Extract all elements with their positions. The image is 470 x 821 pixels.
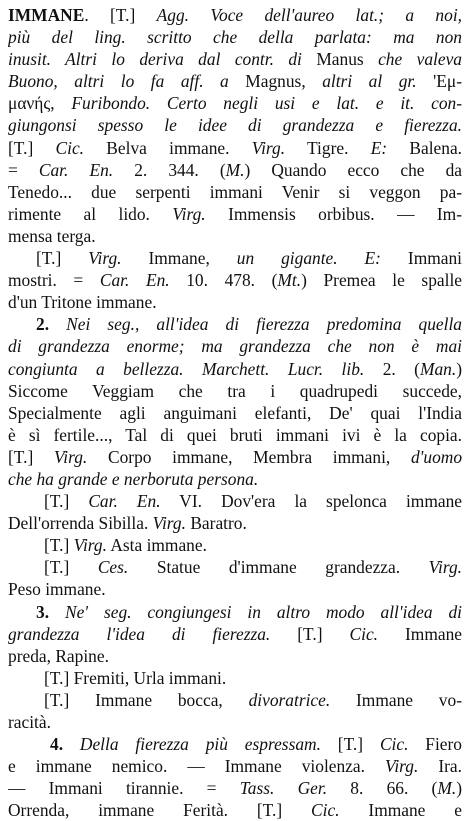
text-run: Tenedo... due serpenti immani Venir si veggon pa- [8, 181, 462, 202]
text-line [8, 70, 462, 92]
italic-text: Virg. [251, 137, 286, 158]
text-run: Ira. [418, 756, 462, 777]
text-line [8, 291, 462, 313]
text-run: Orrenda, immane Ferità. [T.] [8, 800, 312, 821]
text-run: 2. ( [364, 358, 420, 379]
text-line [8, 159, 462, 181]
text-run: [T.] [36, 248, 89, 269]
text-line [8, 799, 462, 821]
italic-text: d'uomo [410, 446, 462, 467]
text-run: [T.] [44, 491, 89, 512]
text-line [8, 601, 462, 623]
text-line [8, 335, 462, 357]
text-run: Immane [378, 623, 462, 644]
text-run: racità. [8, 712, 51, 732]
italic-text: Mt. [277, 270, 302, 291]
italic-text: Virg. [53, 446, 88, 467]
text-run: Immane vo- [330, 689, 462, 710]
text-line [8, 667, 462, 689]
text-run: μανής, [8, 93, 72, 114]
italic-text: M. [437, 778, 457, 799]
text-line [8, 247, 462, 269]
italic-text: Virg. [172, 203, 206, 224]
text-run: Baratro. [185, 513, 247, 534]
text-run: Magnus, [245, 71, 323, 92]
text-line [8, 26, 462, 48]
text-run: 'Εμ- [433, 71, 462, 92]
text-line [8, 203, 462, 225]
italic-text: Car. En. [38, 159, 114, 180]
dictionary-entry-immane [8, 4, 462, 821]
text-run: [T.] [44, 535, 74, 556]
text-line [8, 380, 462, 402]
text-line [8, 578, 462, 600]
text-line [8, 181, 462, 203]
headword-text: 4. [50, 734, 80, 755]
text-run: [T.] [8, 137, 56, 158]
italic-text: Cic. [379, 734, 409, 755]
text-run: [T.] Fremiti, Urla immani. [44, 667, 227, 688]
italic-text: Virg. [428, 557, 462, 578]
italic-text: altri al gr. [322, 71, 434, 92]
text-run: ) [456, 778, 462, 799]
italic-text: M. [225, 159, 245, 180]
text-run: è sì fertile..., Tal di quei bruti immani ivi è la copia. [8, 424, 462, 445]
italic-text: Cic. [349, 623, 379, 644]
text-run: ) Premea le spalle [301, 270, 462, 291]
italic-text: giungonsi spesso le idee di grandezza e fierezza. [8, 115, 462, 136]
text-line [8, 269, 462, 291]
text-run: ) [456, 358, 462, 379]
text-run: mostri. = [8, 270, 100, 291]
text-run: e immane nemico. — Immane violenza. [8, 756, 385, 777]
text-run: [T.] Immane bocca, [44, 689, 249, 710]
text-line [8, 313, 462, 335]
italic-text: che valeva [378, 49, 462, 70]
text-run: 8. 66. ( [327, 778, 438, 799]
italic-text: inusit. Altri lo deriva dal contr. di [8, 49, 317, 70]
text-line [8, 645, 462, 667]
text-run: Dell'orrenda Sibilla. [8, 513, 153, 534]
headword-text: 2. [36, 314, 67, 335]
text-line [8, 4, 462, 26]
text-run: Immane e [339, 800, 462, 821]
text-run: Immane, [121, 248, 237, 269]
text-line [8, 733, 462, 755]
text-run: 2. 344. ( [113, 159, 226, 180]
italic-text: Car. En. [88, 491, 161, 512]
headword-text: IMMANE [8, 5, 85, 25]
text-line [8, 689, 462, 711]
italic-text: Furibondo. Certo negli usi e lat. e it. con- [71, 93, 462, 114]
text-line [8, 114, 462, 136]
text-run: [T.] [270, 623, 350, 644]
italic-text: Nei seg., all'idea di fierezza predomina quella [66, 314, 462, 335]
italic-text: Ne' seg. congiungesi in altro modo all'idea di [64, 601, 462, 622]
text-run: [T.] [8, 446, 54, 467]
text-run: d'un Tritone immane. [8, 292, 157, 313]
italic-text: di grandezza enorme; ma grandezza che non è mai [8, 336, 462, 357]
italic-text: più del ling. scritto che della parlata: ma non [8, 27, 462, 48]
italic-text: Car. En. [99, 270, 170, 291]
text-line [8, 534, 462, 556]
text-run: rimente al lido. [8, 203, 173, 224]
italic-text: Cic. [311, 800, 340, 821]
text-run: Balena. [387, 137, 462, 158]
text-line [8, 137, 462, 159]
text-run: . [T.] [84, 5, 157, 25]
text-run: [T.] [320, 734, 380, 755]
italic-text: Virg. [88, 248, 122, 269]
text-run: = [8, 159, 39, 180]
italic-text: Buono, altri lo fa aff. a [8, 71, 246, 92]
text-run: Siccome Veggiam che tra i quadrupedi succede, [8, 380, 462, 401]
text-run: Specialmente agli anguimani elefanti, De' quai l'India [8, 402, 462, 423]
text-line [8, 92, 462, 114]
text-line [8, 623, 462, 645]
text-run: ) Quando ecco che da [244, 159, 462, 180]
text-run: VI. Dov'era la spelonca immane [160, 491, 462, 512]
italic-text: Cic. [55, 137, 85, 158]
text-run: — Immani tirannie. = [8, 778, 240, 799]
text-line [8, 48, 462, 70]
italic-text: Virg. [73, 535, 107, 556]
text-line [8, 556, 462, 578]
text-run: Immani [380, 248, 462, 269]
italic-text: Della fierezza più espressam. [79, 734, 321, 755]
italic-text: divoratrice. [248, 689, 331, 710]
text-run: Statue d'immane grandezza. [128, 557, 429, 578]
text-line [8, 446, 462, 468]
italic-text: Virg. [152, 513, 186, 534]
text-run: Asta immane. [106, 535, 207, 556]
italic-text: congiunta a bellezza. Marchett. Lucr. lib. [8, 358, 365, 379]
text-run: [T.] [44, 557, 98, 578]
text-run: Tigre. [285, 137, 371, 158]
text-run: Immensis orbibus. — Im- [205, 203, 462, 224]
text-run: Fiero [408, 734, 462, 755]
text-line [8, 468, 462, 490]
text-line [8, 777, 462, 799]
text-run: 10. 478. ( [169, 270, 278, 291]
text-line [8, 402, 462, 424]
text-run: preda, Rapine. [8, 645, 109, 666]
text-line [8, 424, 462, 446]
text-run: Belva immane. [84, 137, 252, 158]
text-run: Peso immane. [8, 579, 106, 600]
text-line [8, 755, 462, 777]
text-line [8, 490, 462, 512]
italic-text: Tass. Ger. [239, 778, 328, 799]
italic-text: Man. [419, 358, 457, 379]
italic-text: un gigante. E: [236, 248, 381, 269]
text-run: Manus [316, 49, 379, 70]
italic-text: Ces. [97, 557, 129, 578]
text-line [8, 512, 462, 534]
italic-text: che ha grande e nerboruta persona. [8, 468, 259, 489]
italic-text: E: [370, 137, 388, 158]
text-line [8, 358, 462, 380]
text-run: mensa terga. [8, 225, 96, 246]
text-run: Corpo immane, Membra immani, [87, 446, 411, 467]
italic-text: Agg. Voce dell'aureo lat.; a noi, [156, 5, 462, 25]
italic-text: Virg. [384, 756, 419, 777]
headword-text: 3. [36, 601, 65, 622]
text-line [8, 711, 462, 733]
italic-text: grandezza l'idea di fierezza. [8, 623, 271, 644]
text-line [8, 225, 462, 247]
